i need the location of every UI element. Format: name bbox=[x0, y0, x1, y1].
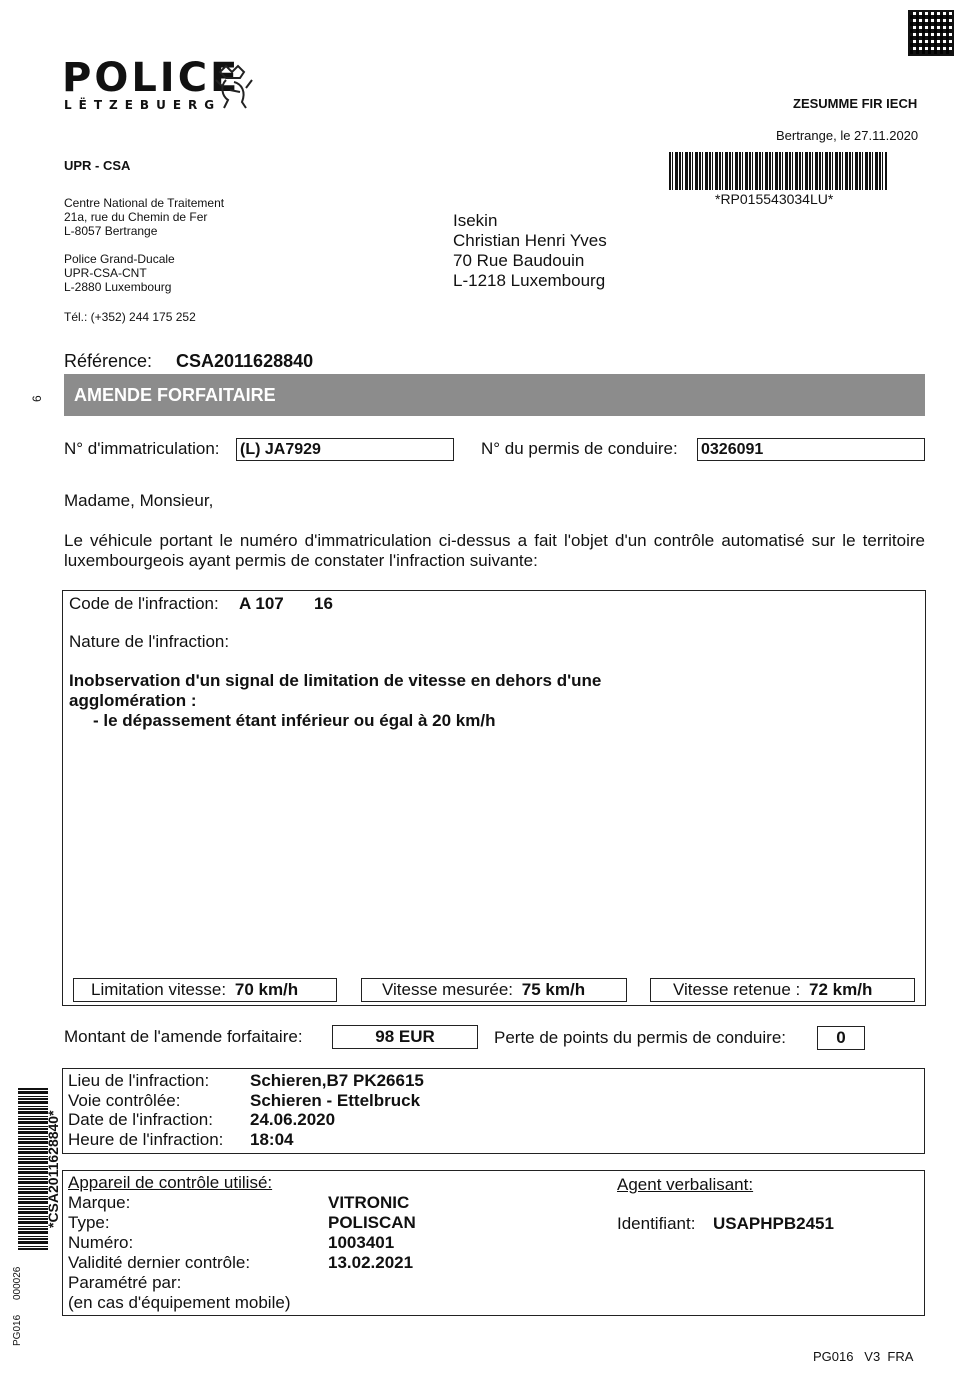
param-note: (en cas d'équipement mobile) bbox=[68, 1293, 291, 1312]
place-date: Bertrange, le 27.11.2020 bbox=[776, 128, 919, 143]
place-value: Schieren,B7 PK26615 bbox=[250, 1071, 424, 1090]
tracking-code: *RP015543034LU* bbox=[715, 191, 834, 207]
infraction-code-value: A 107 bbox=[239, 594, 284, 613]
brand-label: Marque: bbox=[68, 1193, 131, 1212]
sender-address-2: Police Grand-Ducale UPR-CSA-CNT L-2880 Luxembourg bbox=[64, 252, 175, 294]
side-form-code: PG016 bbox=[12, 1314, 23, 1346]
date-label: Date de l'infraction: bbox=[68, 1110, 213, 1129]
infraction-code-label: Code de l'infraction: bbox=[69, 594, 219, 613]
summary-label: ZESUMME FIR IECH bbox=[793, 96, 918, 111]
reference-value: CSA2011628840 bbox=[176, 351, 314, 371]
road-value: Schieren - Ettelbruck bbox=[250, 1091, 421, 1110]
validity-label: Validité dernier contrôle: bbox=[68, 1253, 251, 1272]
sender-address-1: Centre National de Traitement 21a, rue du Chemin de Fer L-8057 Bertrange bbox=[64, 196, 225, 238]
infraction-nature-line2: agglomération : bbox=[69, 691, 197, 710]
unit-label: UPR - CSA bbox=[64, 158, 131, 173]
plate-label: N° d'immatriculation: bbox=[64, 439, 220, 458]
agent-id-label: Identifiant: bbox=[617, 1214, 696, 1233]
qr-code bbox=[908, 10, 954, 56]
infraction-code-sub: 16 bbox=[314, 594, 333, 613]
points-value: 0 bbox=[817, 1026, 865, 1050]
infraction-nature-line1: Inobservation d'un signal de limitation de vitesse en dehors d'une bbox=[69, 671, 602, 690]
banner-title: AMENDE FORFAITAIRE bbox=[74, 385, 276, 405]
lion-crest-icon bbox=[212, 62, 258, 110]
speed-retained-value: 72 km/h bbox=[809, 980, 873, 999]
date-value: 24.06.2020 bbox=[250, 1110, 336, 1129]
time-value: 18:04 bbox=[250, 1130, 294, 1149]
speed-limit-value: 70 km/h bbox=[234, 980, 299, 999]
points-label: Perte de points du permis de conduire: bbox=[494, 1028, 787, 1047]
side-barcode bbox=[18, 1088, 48, 1250]
salutation: Madame, Monsieur, bbox=[64, 491, 214, 510]
logo-police: POLICE bbox=[62, 55, 241, 101]
agent-id-value: USAPHPB2451 bbox=[713, 1214, 834, 1233]
speed-limit-label: Limitation vitesse: bbox=[91, 980, 227, 999]
type-value: POLISCAN bbox=[328, 1213, 416, 1232]
speed-retained-box bbox=[650, 978, 915, 1002]
number-label: Numéro: bbox=[68, 1233, 134, 1252]
title-banner bbox=[64, 374, 925, 416]
tracking-barcode bbox=[669, 152, 887, 190]
brand-value: VITRONIC bbox=[328, 1193, 410, 1212]
side-counter: 000026 bbox=[12, 1266, 23, 1300]
side-barcode-text: *CSA2011628840* bbox=[45, 1110, 61, 1228]
reference-label: Référence: bbox=[64, 351, 153, 371]
validity-value: 13.02.2021 bbox=[328, 1253, 414, 1272]
speed-measured-box bbox=[361, 978, 627, 1002]
infraction-box bbox=[62, 590, 926, 1006]
fine-amount-label: Montant de l'amende forfaitaire: bbox=[64, 1027, 303, 1046]
param-label: Paramétré par: bbox=[68, 1273, 182, 1292]
speed-retained-label: Vitesse retenue : bbox=[673, 980, 801, 999]
licence-label: N° du permis de conduire: bbox=[481, 439, 678, 458]
speed-measured-label: Vitesse mesurée: bbox=[382, 980, 514, 999]
number-value: 1003401 bbox=[328, 1233, 395, 1252]
place-label: Lieu de l'infraction: bbox=[68, 1071, 210, 1090]
fine-amount-value: 98 EUR bbox=[332, 1025, 478, 1049]
agent-title: Agent verbalisant: bbox=[617, 1175, 754, 1194]
speed-measured-value: 75 km/h bbox=[521, 980, 586, 999]
device-title: Appareil de contrôle utilisé: bbox=[68, 1173, 273, 1192]
infraction-nature-line3: - le dépassement étant inférieur ou égal à 20 km/h bbox=[93, 711, 496, 730]
plate-field: (L) JA7929 bbox=[236, 438, 454, 461]
intro-paragraph: Le véhicule portant le numéro d'immatriculation ci-dessus a fait l'objet d'un contrôle automatisé sur le territoire luxembourgeois ayant permis de constater l'infraction suivante: bbox=[64, 531, 925, 570]
side-mark: 6 bbox=[30, 395, 44, 402]
time-label: Heure de l'infraction: bbox=[68, 1130, 224, 1149]
sender-phone: Tél.: (+352) 244 175 252 bbox=[64, 310, 196, 324]
licence-field: 0326091 bbox=[697, 438, 925, 461]
speed-limit-box bbox=[73, 978, 337, 1002]
recipient-address: Isekin Christian Henri Yves 70 Rue Baudouin L-1218 Luxembourg bbox=[453, 211, 607, 290]
road-label: Voie contrôlée: bbox=[68, 1091, 181, 1110]
infraction-nature-label: Nature de l'infraction: bbox=[69, 632, 230, 651]
footer-code: PG016 V3 FRA bbox=[813, 1349, 914, 1364]
type-label: Type: bbox=[68, 1213, 110, 1232]
logo-subtitle: LËTZEBUERG bbox=[64, 98, 222, 112]
